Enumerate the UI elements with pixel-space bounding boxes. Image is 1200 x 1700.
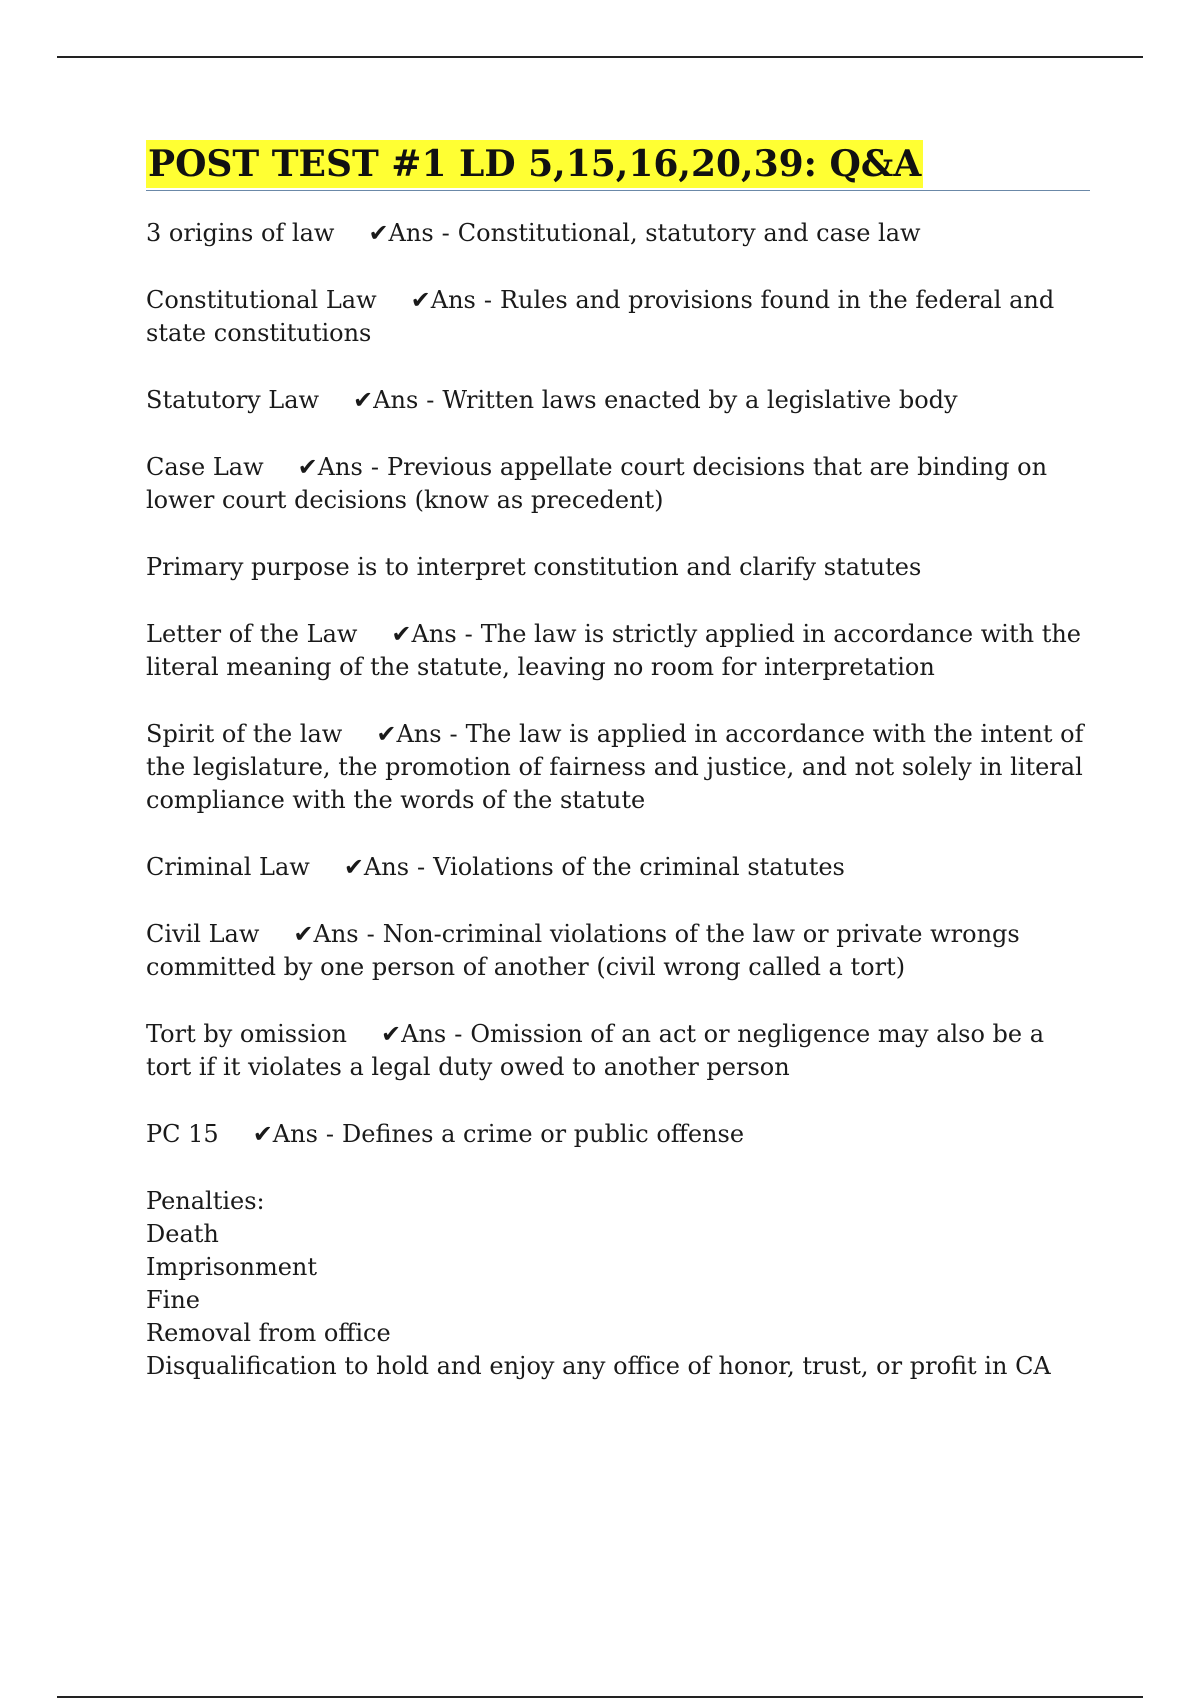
- title-block: [146, 140, 1090, 191]
- bottom-rule: [57, 1696, 1143, 1698]
- answer-marker: ✔Ans: [368, 219, 434, 247]
- qa-entry: [146, 217, 1090, 250]
- qa-term: Letter of the Law: [146, 620, 358, 648]
- qa-answer: Constitutional, statutory and case law: [457, 219, 921, 247]
- qa-answer: The law is applied in accordance with the intent of the legislature, the promotion of fairness and justice, and not solely in literal compliance with the words of the statute: [146, 720, 1084, 814]
- qa-entry: [146, 718, 1090, 817]
- penalties-heading: Penalties:: [146, 1187, 265, 1215]
- penalty-item: Death: [146, 1220, 219, 1248]
- answer-marker: ✔Ans: [293, 920, 359, 948]
- answer-separator: -: [325, 1120, 335, 1148]
- answer-marker: ✔Ans: [353, 386, 419, 414]
- qa-term: Statutory Law: [146, 386, 320, 414]
- answer-separator: -: [454, 1020, 463, 1048]
- qa-answer: Defines a crime or public offense: [342, 1120, 745, 1148]
- qa-answer: Non-criminal violations of the law or private wrongs committed by one person of another (civil wrong called a tort): [146, 920, 1020, 981]
- penalties-block: [146, 1185, 1090, 1383]
- answer-marker: ✔Ans: [297, 453, 363, 481]
- answer-separator: -: [441, 219, 450, 247]
- qa-entry: [146, 1118, 1090, 1151]
- qa-term: PC 15: [146, 1120, 219, 1148]
- qa-term: Case Law: [146, 453, 264, 481]
- qa-answer: Violations of the criminal statutes: [433, 853, 845, 881]
- qa-answer: Omission of an act or negligence may also be a tort if it violates a legal duty owed to another person: [146, 1020, 1045, 1081]
- qa-entry: [146, 618, 1090, 684]
- answer-marker: ✔Ans: [343, 853, 410, 881]
- penalty-item: Disqualification to hold and enjoy any office of honor, trust, or profit in CA: [146, 1352, 1051, 1380]
- qa-term: Spirit of the law: [146, 720, 343, 748]
- qa-term: Criminal Law: [146, 853, 310, 881]
- answer-separator: -: [483, 286, 492, 314]
- answer-separator: -: [426, 386, 435, 414]
- answer-marker: ✔Ans: [252, 1120, 318, 1148]
- document-body: [146, 140, 1090, 1417]
- qa-entry: [146, 284, 1090, 350]
- qa-term: Constitutional Law: [146, 286, 377, 314]
- qa-term: 3 origins of law: [146, 219, 335, 247]
- answer-marker: ✔Ans: [391, 620, 457, 648]
- qa-entry: [146, 918, 1090, 984]
- answer-marker: ✔Ans: [376, 720, 442, 748]
- note-text: Primary purpose is to interpret constitution and clarify statutes: [146, 553, 922, 581]
- answer-marker: ✔Ans: [410, 286, 476, 314]
- answer-separator: -: [370, 453, 379, 481]
- qa-answer: Previous appellate court decisions that are binding on lower court decisions (know as precedent): [146, 453, 1048, 514]
- penalty-item: Fine: [146, 1286, 200, 1314]
- answer-separator: -: [417, 853, 426, 881]
- answer-marker: ✔Ans: [381, 1020, 447, 1048]
- qa-entry: [146, 1018, 1090, 1084]
- top-rule: [57, 56, 1143, 58]
- penalty-item: Imprisonment: [146, 1253, 318, 1281]
- qa-entry: [146, 851, 1090, 884]
- qa-term: Civil Law: [146, 920, 260, 948]
- qa-term: Tort by omission: [146, 1020, 347, 1048]
- qa-answer: Written laws enacted by a legislative body: [442, 386, 958, 414]
- answer-separator: -: [449, 720, 458, 748]
- qa-answer: Rules and provisions found in the federal and state constitutions: [146, 286, 1055, 347]
- qa-answer: The law is strictly applied in accordance with the literal meaning of the statute, leaving no room for interpretation: [146, 620, 1081, 681]
- answer-separator: -: [366, 920, 375, 948]
- qa-entry: [146, 451, 1090, 517]
- penalty-item: Removal from office: [146, 1319, 391, 1347]
- qa-entry: [146, 384, 1090, 417]
- page-title: POST TEST #1 LD 5,15,16,20,39: Q&A: [146, 140, 923, 188]
- answer-separator: -: [464, 620, 473, 648]
